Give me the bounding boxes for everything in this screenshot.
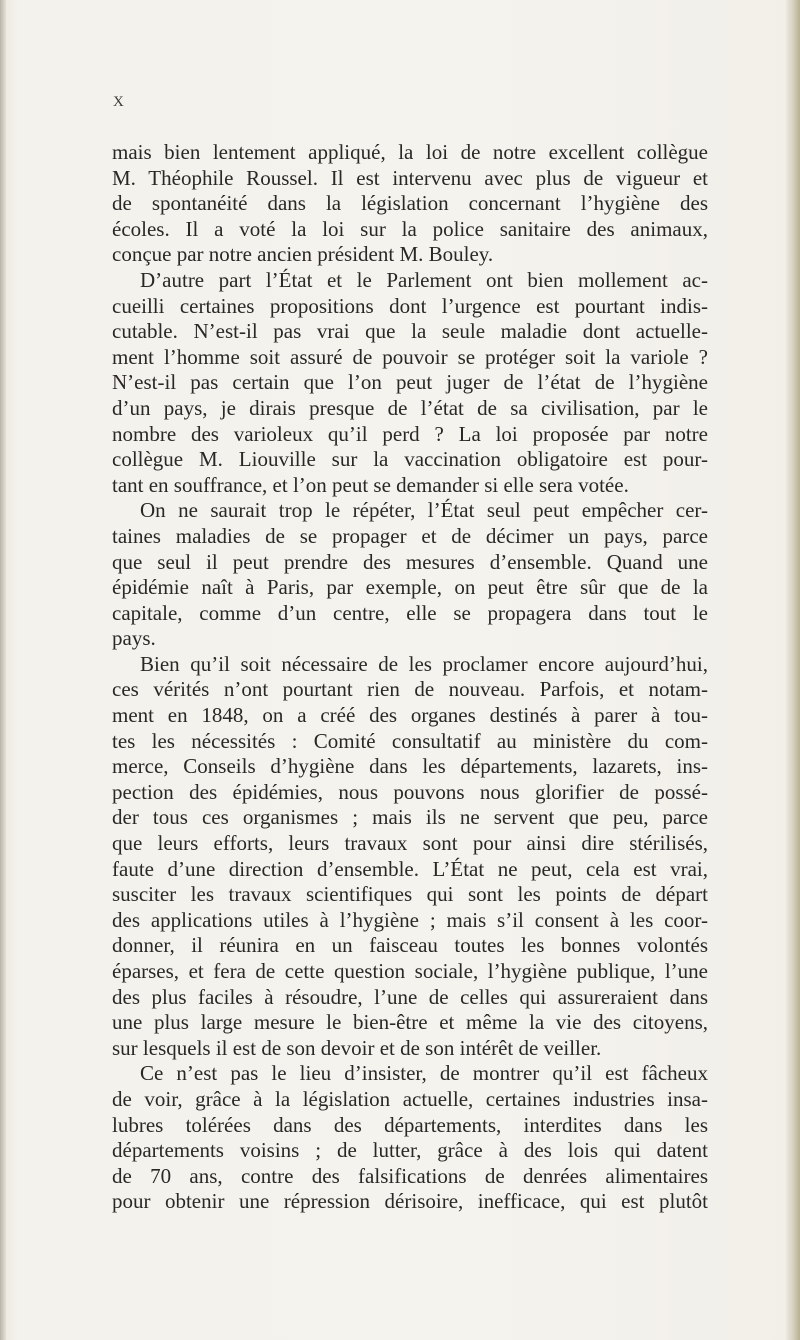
text-line: Bien qu’il soit nécessaire de les proclamer encore aujourd’hui, — [140, 651, 708, 676]
text-line: de voir, grâce à la législation actuelle, certaines industries insa- — [112, 1086, 708, 1111]
text-line: On ne saurait trop le répéter, l’État seul peut empêcher cer- — [140, 498, 708, 523]
text-line: ment l’homme soit assuré de pouvoir se protéger soit la variole ? — [112, 344, 708, 369]
text-line: éparses, et fera de cette question sociale, l’hygiène publique, l’une — [112, 959, 708, 983]
page-left-edge — [0, 0, 6, 1340]
text-line: der tous ces organismes ; mais ils ne servent que peu, parce — [112, 805, 708, 830]
text-line: que seul il peut prendre des mesures d’ensemble. Quand une — [112, 549, 708, 574]
text-line: conçue par notre ancien président M. Bouley. — [112, 242, 494, 267]
text-line: tes les nécessités : Comité consultatif au ministère du com- — [112, 728, 708, 753]
text-line: sur lesquels il est de son devoir et de son intérêt de veiller. — [112, 1035, 602, 1060]
text-line: pour obtenir une répression dérisoire, inefficace, qui est plutôt — [112, 1189, 708, 1214]
text-line: D’autre part l’État et le Parlement ont bien mollement ac- — [140, 267, 708, 292]
text-line: mais bien lentement appliqué, la loi de notre excellent collègue — [112, 140, 708, 164]
text-line: Ce n’est pas le lieu d’insister, de montrer qu’il est fâcheux — [140, 1061, 708, 1086]
text-line: d’un pays, je dirais presque de l’état de sa civilisation, par le — [112, 395, 708, 420]
text-line: des applications utiles à l’hygiène ; mais s’il consent à les coor- — [112, 907, 708, 932]
text-line: donner, il réunira en un faisceau toutes les bonnes volontés — [112, 933, 708, 958]
text-line: merce, Conseils d’hygiène dans les départements, lazarets, ins- — [112, 754, 708, 779]
text-line: des plus faciles à résoudre, l’une de celles qui assureraient dans — [112, 984, 708, 1009]
page-right-edge — [786, 0, 800, 1340]
text-line: taines maladies de se propager et de décimer un pays, parce — [112, 523, 708, 548]
text-line: cueilli certaines propositions dont l’urgence est pourtant indis- — [112, 293, 708, 318]
text-line: pection des épidémies, nous pouvons nous glorifier de possé- — [112, 779, 708, 804]
text-line: ment en 1848, on a créé des organes destinés à parer à tou- — [112, 703, 708, 728]
text-line: N’est-il pas certain que l’on peut juger de l’état de l’hygiène — [112, 370, 708, 395]
text-line: pays. — [112, 626, 156, 651]
text-line: faute d’une direction d’ensemble. L’État ne peut, cela est vrai, — [112, 856, 708, 881]
text-line: départements voisins ; de lutter, grâce à des lois qui datent — [112, 1138, 708, 1163]
text-line: ces vérités n’ont pourtant rien de nouveau. Parfois, et notam- — [112, 677, 708, 702]
text-line: épidémie naît à Paris, par exemple, on peut être sûr que de la — [112, 575, 708, 600]
text-line: lubres tolérées dans des départements, interdites dans les — [112, 1112, 708, 1137]
text-line: que leurs efforts, leurs travaux sont pour ainsi dire stérilisés, — [112, 831, 708, 856]
page-number: X — [113, 94, 125, 110]
text-line: écoles. Il a voté la loi sur la police sanitaire des animaux, — [112, 216, 708, 241]
text-line: nombre des varioleux qu’il perd ? La loi proposée par notre — [112, 421, 708, 446]
text-line: tant en souffrance, et l’on peut se demander si elle sera votée. — [112, 472, 629, 497]
text-line: de 70 ans, contre des falsifications de denrées alimentaires — [112, 1163, 708, 1188]
text-line: cutable. N’est-il pas vrai que la seule maladie dont actuelle- — [112, 319, 708, 344]
text-line: de spontanéité dans la législation concernant l’hygiène des — [112, 191, 708, 216]
text-line: susciter les travaux scientifiques qui sont les points de départ — [112, 882, 708, 907]
body-text — [112, 140, 708, 1215]
text-line: capitale, comme d’un centre, elle se propagera dans tout le — [112, 600, 708, 625]
text-line: une plus large mesure le bien-être et même la vie des citoyens, — [112, 1010, 708, 1035]
text-line: M. Théophile Roussel. Il est intervenu avec plus de vigueur et — [112, 165, 708, 190]
text-line: collègue M. Liouville sur la vaccination obligatoire est pour- — [112, 447, 708, 472]
